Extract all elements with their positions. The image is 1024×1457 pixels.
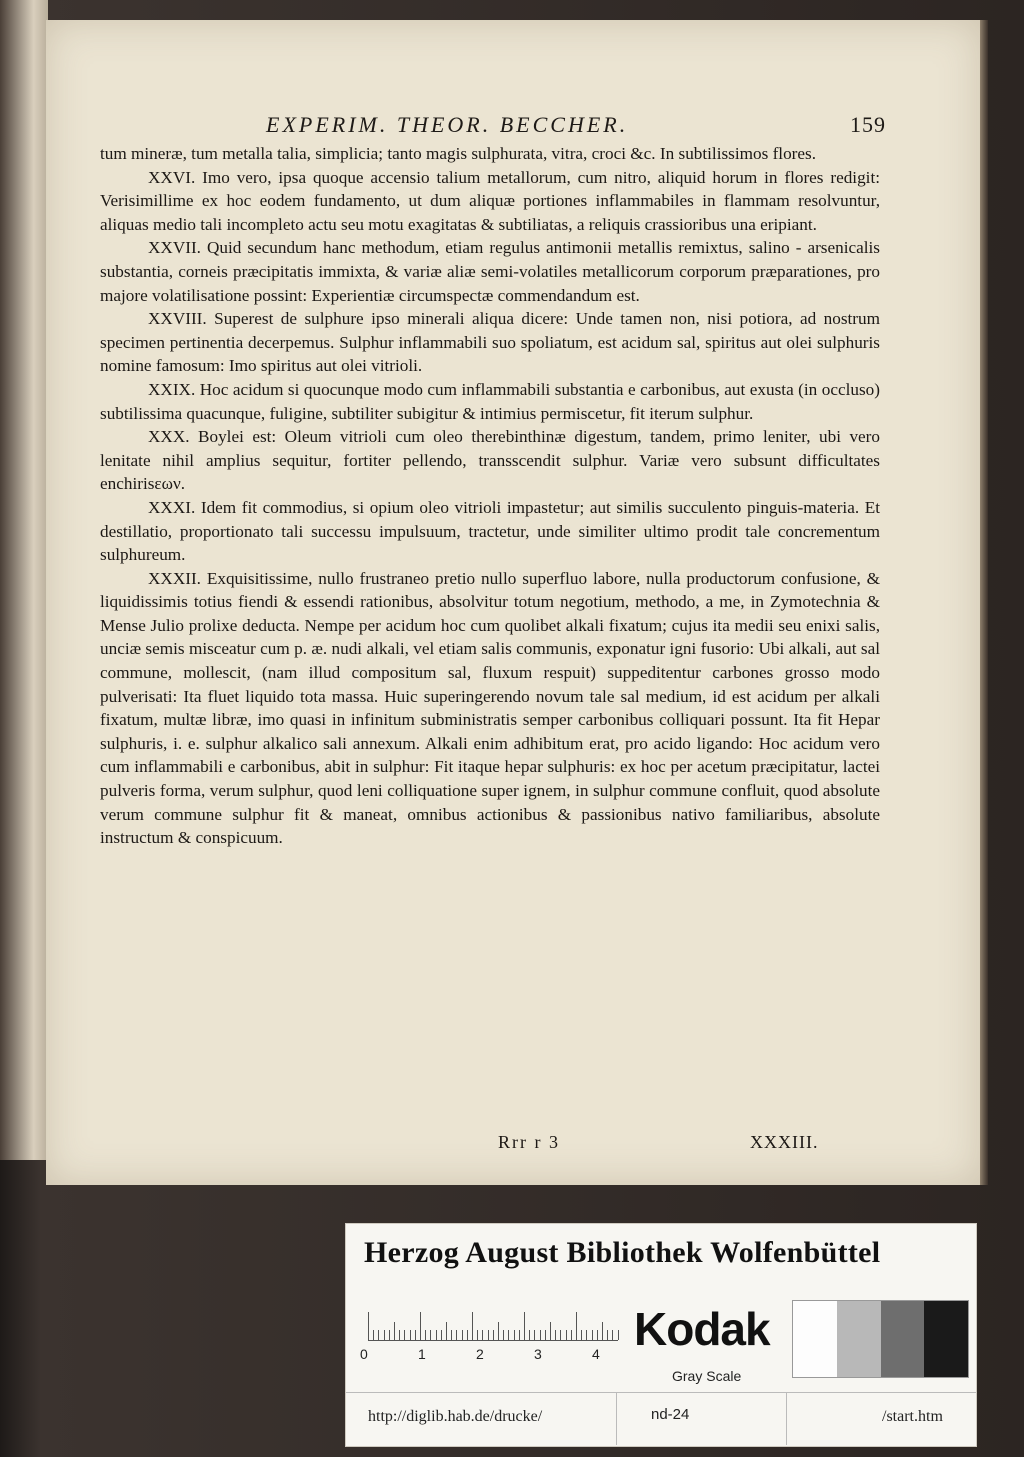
- ruler-tick: [477, 1330, 478, 1340]
- running-head-title: EXPERIM. THEOR. BECCHER.: [266, 112, 629, 137]
- catchword: XXXIII.: [750, 1132, 819, 1152]
- body-text: [100, 142, 880, 850]
- digital-library-url: http://diglib.hab.de/drucke/: [368, 1408, 543, 1425]
- ruler-tick: [456, 1330, 457, 1340]
- ruler-tick: [592, 1330, 593, 1340]
- library-name: Herzog August Bibliothek Wolfenbüttel: [364, 1236, 881, 1269]
- ruler-tick: [378, 1330, 379, 1340]
- gray-swatch: [793, 1301, 837, 1377]
- measurement-ruler: [368, 1310, 618, 1341]
- ruler-label: 4: [592, 1346, 600, 1362]
- ruler-tick: [482, 1330, 483, 1340]
- ruler-tick: [373, 1330, 374, 1340]
- ruler-tick: [472, 1312, 473, 1340]
- ruler-tick: [446, 1322, 447, 1340]
- paragraph-xxxii: XXXII. Exquisitissime, nullo frustraneo pretio nullo superfluo labore, nulla productorum confusione, & liquidissimis totius fiendi & essendi rationibus, absolvitur totum negotium, methodo, a me, in Zymotechnia & Mense Julio prolixe deducta. Nempe per acidum hoc cum quolibet alkali fixatum; cujus ita medii seu enixi salis, unciæ semis misceatur cum p. æ. nudi alkali, vel etiam salis communis, exponatur igni fusorio: Ubi alkali, aut sal commune, mollescit, (nam illud compositum sal, fluxum respuit) suppeditentur carbones grosso modo pulverisati: Ita fluet liquido tota massa. Huic superingerendo novum tale sal medium, id est acidum per alkali fixatum, multæ libræ, imo quasi in infinitum subministratis semper carbonibus colliquari possunt. Ita fit Hepar sulphuris, i. e. sulphur alkalico sali annexum. Alkali enim adhibitum erat, pro acido ligando: Hoc acidum vero cum inflammabili e carbonibus, abit in sulphur: Fit itaque hepar sulphuris: ex hoc per acetum præcipitatur, lactei pulveris forma, verum sulphur, quod leni colliquatione super ignem, in sulphur commune confluit, quod absolute verum commune sulphur fit & maneat, omnibus actionibus & passionibus nativo familiaribus, absolute instructum & conspicuum.: [100, 568, 880, 848]
- ruler-tick: [618, 1330, 619, 1340]
- paragraph-xxviii: XXVIII. Superest de sulphure ipso minerali aliqua dicere: Unde tamen non, nisi potiora, ad nostrum specimen pertinentia decerpemus. Sulphur inflammabili suo spoliatum, est acidum sal, spiritus aut olei sulphuris nomine famosum: Imo spiritus aut olei vitrioli.: [100, 309, 880, 376]
- ruler-tick: [467, 1330, 468, 1340]
- ruler-tick: [462, 1330, 463, 1340]
- ruler-tick: [545, 1330, 546, 1340]
- gray-swatch: [881, 1301, 925, 1377]
- page-edge-shadow: [980, 20, 988, 1185]
- ruler-tick: [534, 1330, 535, 1340]
- ruler-tick: [436, 1330, 437, 1340]
- ruler-tick: [410, 1330, 411, 1340]
- suffix-cell: [786, 1392, 976, 1445]
- ruler-label: 3: [534, 1346, 542, 1362]
- ruler-tick: [425, 1330, 426, 1340]
- url-suffix: /start.htm: [882, 1408, 943, 1425]
- ruler-tick: [394, 1322, 395, 1340]
- ruler-tick: [430, 1330, 431, 1340]
- ruler-label: 2: [476, 1346, 484, 1362]
- page-footer: [46, 1132, 980, 1162]
- ruler-tick: [602, 1322, 603, 1340]
- library-color-card: [345, 1223, 977, 1447]
- ruler-tick: [488, 1330, 489, 1340]
- paragraph-xxx: XXX. Boylei est: Oleum vitrioli cum oleo therebinthinæ digestum, tandem, primo leniter, ubi vero lenitate nihil amplius sequitur, fortiter pellendo, transscendit sulphur. Variæ vero subsunt difficultates enchirisεων.: [100, 427, 880, 494]
- signature-mark: Rrr r 3: [498, 1132, 560, 1152]
- gray-scale-label: Gray Scale: [672, 1368, 742, 1384]
- ruler-tick: [576, 1312, 577, 1340]
- ruler-tick: [399, 1330, 400, 1340]
- ruler-tick: [404, 1330, 405, 1340]
- ruler-tick: [586, 1330, 587, 1340]
- ruler-tick: [498, 1322, 499, 1340]
- ruler-tick: [441, 1330, 442, 1340]
- ruler-tick: [560, 1330, 561, 1340]
- paragraph-continued: tum mineræ, tum metalla talia, simplicia; tanto magis sulphurata, vitra, croci &c. In subtilissimos flores.: [100, 144, 817, 163]
- paragraph-xxix: XXIX. Hoc acidum si quocunque modo cum inflammabili substantia e carbonibus, aut exusta (in occluso) subtilissima quacunque, fuligine, subtiliter subigitur & intimius permiscetur, fit iterum sulphur.: [100, 379, 880, 423]
- ruler-tick: [493, 1330, 494, 1340]
- ruler-tick: [524, 1312, 525, 1340]
- ruler-tick: [612, 1330, 613, 1340]
- ruler-labels: [360, 1346, 650, 1370]
- paragraph-xxxi: XXXI. Idem fit commodius, si opium oleo vitrioli impastetur; aut similis succulento pinguis-materia. Et destillatio, proportionato tali successu impulsuum, tractetur, unde similiter ultimo prodit tale concrementum sulphureum.: [100, 497, 880, 565]
- shelfmark-code: nd-24: [651, 1406, 690, 1423]
- ruler-tick: [529, 1330, 530, 1340]
- paragraph-xxvi: XXVI. Imo vero, ipsa quoque accensio talium metallorum, cum nitro, aliquid horum in flores redigit: Verisimillime ex hoc eodem fundamento, ut dum aliquæ portiones inflammabiles in flammam resolvuntur, aliquas medio tali incompleto actu seu motu exagitatas & subtiliatas, a reliquis crassioribus una eripiant.: [100, 167, 880, 234]
- gray-scale-swatches: [792, 1300, 969, 1378]
- ruler-tick: [415, 1330, 416, 1340]
- ruler-tick: [389, 1330, 390, 1340]
- kodak-logo: Kodak: [634, 1303, 770, 1355]
- adjacent-page-edge: [0, 0, 48, 1160]
- ruler-tick: [384, 1330, 385, 1340]
- ruler-tick: [514, 1330, 515, 1340]
- ruler-tick: [571, 1330, 572, 1340]
- ruler-tick: [581, 1330, 582, 1340]
- ruler-tick: [555, 1330, 556, 1340]
- ruler-tick: [451, 1330, 452, 1340]
- page-number: 159: [850, 112, 886, 137]
- ruler-tick: [519, 1330, 520, 1340]
- ruler-tick: [597, 1330, 598, 1340]
- ruler-tick: [420, 1312, 421, 1340]
- ruler-tick: [368, 1312, 369, 1340]
- ruler-tick: [607, 1330, 608, 1340]
- paragraph-xxvii: XXVII. Quid secundum hanc methodum, etiam regulus antimonii metallis remixtus, salino - arsenicalis substantia, corneis præcipitatis immixta, & variæ aliæ semi-volatiles metallicorum corporum præparationes, pro majore volatilisatione possint: Experientiæ circumspectæ commendandum est.: [100, 238, 880, 305]
- ruler-tick: [508, 1330, 509, 1340]
- ruler-label: 1: [418, 1346, 426, 1362]
- running-head: [266, 112, 886, 146]
- book-page: [46, 20, 980, 1185]
- ruler-tick: [503, 1330, 504, 1340]
- ruler-tick: [566, 1330, 567, 1340]
- gray-swatch: [837, 1301, 881, 1377]
- gray-swatch: [924, 1301, 968, 1377]
- ruler-label: 0: [360, 1346, 368, 1362]
- ruler-tick: [550, 1322, 551, 1340]
- ruler-tick: [540, 1330, 541, 1340]
- code-cell: [616, 1392, 787, 1445]
